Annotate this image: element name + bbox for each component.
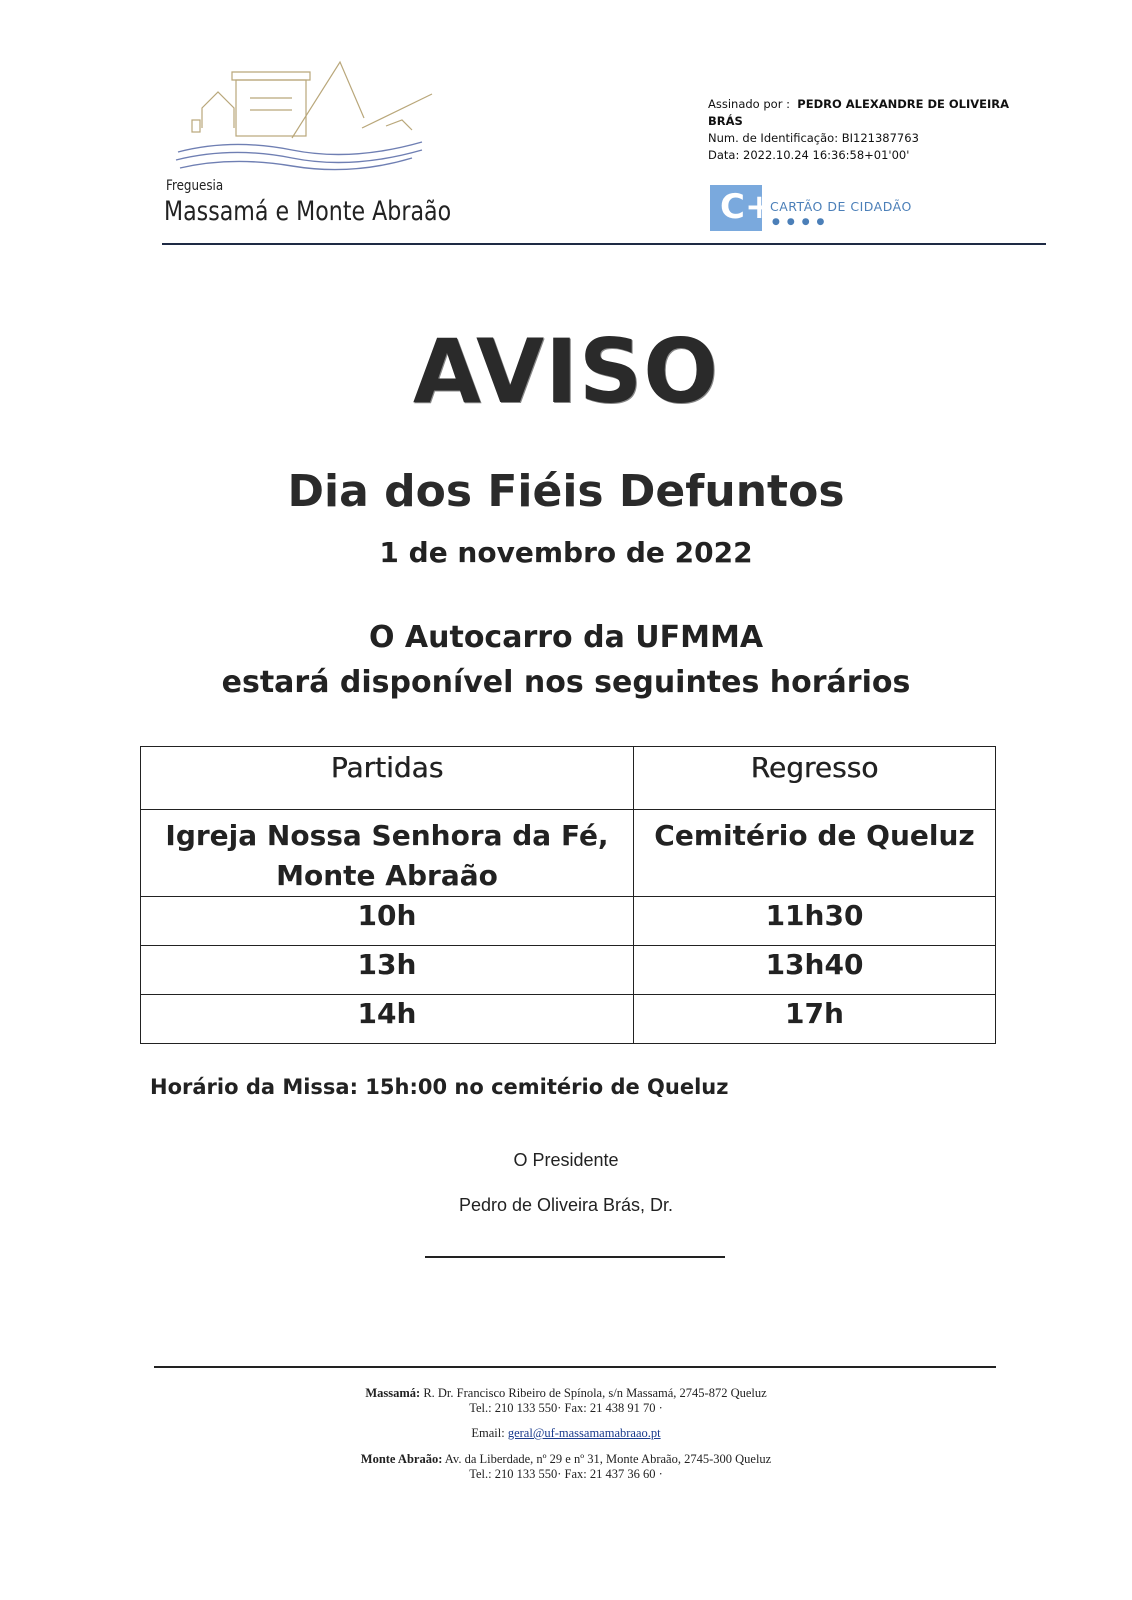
signed-by-name: PEDRO ALEXANDRE DE OLIVEIRA BRÁS [708, 97, 1010, 128]
notice-date: 1 de novembro de 2022 [379, 536, 753, 569]
notice-lead-line1: O Autocarro da UFMMA [368, 620, 764, 655]
monte-phones: Tel.: 210 133 550· Fax: 21 437 36 60 · [469, 1467, 663, 1481]
footer-massama [0, 1386, 1132, 1416]
logo-big-text: Massamá e Monte Abraão [164, 196, 452, 227]
notice-subtitle: Dia dos Fiéis Defuntos [287, 466, 845, 517]
header-divider [162, 243, 1046, 245]
footer-email [0, 1426, 1132, 1441]
return-time: 17h [634, 995, 996, 1044]
notice-title: AVISO [412, 320, 720, 423]
notice-lead-line2: estará disponível nos seguintes horários [221, 665, 911, 700]
cc-dots-icon: ●●●● [772, 217, 832, 227]
mass-schedule: Horário da Missa: 15h:00 no cemitério de Queluz [150, 1075, 729, 1099]
table-row [141, 897, 996, 946]
schedule-table [140, 746, 996, 1044]
id-value: BI121387763 [841, 131, 919, 145]
digital-signature [708, 96, 1038, 164]
email-label: Email: [471, 1426, 505, 1440]
departure-time: 14h [141, 995, 634, 1044]
date-value: 2022.10.24 16:36:58+01'00' [743, 148, 910, 162]
email-link[interactable]: geral@uf-massamamabraao.pt [507, 1426, 661, 1440]
cc-label: CARTÃO DE CIDADÃO [770, 199, 912, 214]
footer-monte-abraao [0, 1452, 1132, 1482]
header-return: Regresso [634, 747, 996, 810]
table-header-row [141, 747, 996, 810]
footer-divider [154, 1366, 996, 1368]
president-name: Pedro de Oliveira Brás, Dr. [458, 1195, 674, 1215]
departure-time: 10h [141, 897, 634, 946]
monte-label: Monte Abraão: [360, 1452, 443, 1466]
cc-plus-icon: C+ [710, 185, 762, 231]
return-time: 13h40 [634, 946, 996, 995]
signed-by-label: Assinado por : [708, 97, 790, 111]
departure-time: 13h [141, 946, 634, 995]
monte-address: Av. da Liberdade, nº 29 e nº 31, Monte Abraão, 2745-300 Queluz [444, 1452, 772, 1466]
return-time: 11h30 [634, 897, 996, 946]
parish-emblem-icon [172, 58, 452, 178]
president-title: O Presidente [513, 1150, 619, 1170]
cartao-cidadao-logo [710, 185, 950, 231]
logo-small-text: Freguesia [166, 178, 224, 194]
departure-location: Igreja Nossa Senhora da Fé, Monte Abraão [141, 810, 634, 897]
signature-line [425, 1256, 725, 1258]
massama-label: Massamá: [365, 1386, 421, 1400]
header-departures: Partidas [141, 747, 634, 810]
date-label: Data: [708, 148, 740, 162]
table-row-locations [141, 810, 996, 897]
table-row [141, 995, 996, 1044]
return-location: Cemitério de Queluz [634, 810, 996, 897]
parish-logo [160, 58, 460, 238]
table-row [141, 946, 996, 995]
massama-phones: Tel.: 210 133 550· Fax: 21 438 91 70 · [469, 1401, 663, 1415]
massama-address: R. Dr. Francisco Ribeiro de Spínola, s/n Massamá, 2745-872 Queluz [423, 1386, 767, 1400]
id-label: Num. de Identificação: [708, 131, 839, 145]
